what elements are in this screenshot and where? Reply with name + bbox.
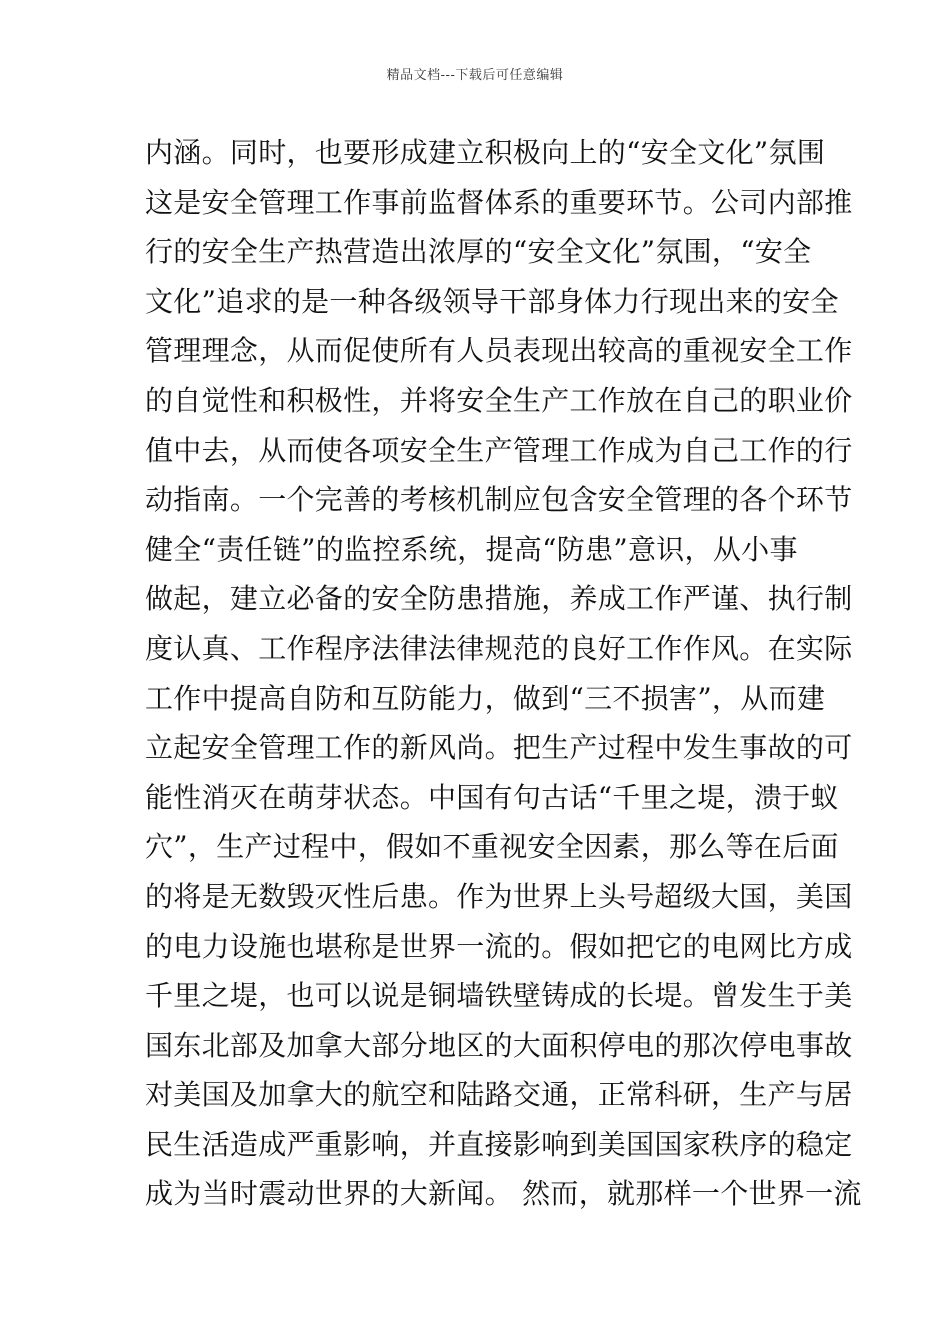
text-line: 文化”追求的是一种各级领导干部身体力行现出来的安全: [145, 284, 839, 318]
text-line: 能性消灭在萌芽状态。中国有句古话“千里之堤，溃于蚁: [145, 780, 839, 814]
text-line: 行的安全生产热营造出浓厚的“安全文化”氛围，“安全: [145, 235, 812, 269]
text-line: 内涵。同时，也要形成建立积极向上的“安全文化”氛围: [145, 136, 826, 169]
text-line: 管理理念，从而促使所有人员表现出较高的重视安全工作: [145, 334, 853, 368]
text-line: 的电力设施也堪称是世界一流的。假如把它的电网比方成: [145, 929, 853, 963]
text-line: 成为当时震动世界的大新闻。 然而，就那样一个世界一流: [145, 1177, 862, 1211]
text-line: 做起，建立必备的安全防患措施，养成工作严谨、执行制: [145, 582, 853, 616]
text-line: 健全“责任链”的监控系统，提高“防患”意识，从小事: [145, 532, 798, 566]
body-text: [145, 128, 862, 1219]
text-line: 穴”，生产过程中，假如不重视安全因素，那么等在后面: [145, 830, 839, 864]
text-line: 动指南。一个完善的考核机制应包含安全管理的各个环节: [145, 483, 853, 517]
text-line: 民生活造成严重影响，并直接影响到美国国家秩序的稳定: [145, 1127, 853, 1161]
text-line: 值中去，从而使各项安全生产管理工作成为自己工作的行: [145, 433, 853, 467]
text-line: 千里之堤，也可以说是铜墙铁壁铸成的长堤。曾发生于美: [145, 979, 853, 1013]
text-line: 度认真、工作程序法律法律规范的良好工作作风。在实际: [145, 631, 853, 665]
text-line: 国东北部及加拿大部分地区的大面积停电的那次停电事故: [145, 1028, 853, 1062]
text-line: 对美国及加拿大的航空和陆路交通，正常科研，生产与居: [145, 1078, 853, 1112]
page-header: 精品文档---下载后可任意编辑: [386, 68, 564, 83]
text-line: 的自觉性和积极性，并将安全生产工作放在自己的职业价: [145, 383, 853, 417]
text-line: 立起安全管理工作的新风尚。把生产过程中发生事故的可: [145, 731, 853, 765]
text-line: 这是安全管理工作事前监督体系的重要环节。公司内部推: [145, 185, 853, 219]
text-line: 的将是无数毁灭性后患。作为世界上头号超级大国，美国: [145, 879, 853, 913]
text-line: 工作中提高自防和互防能力，做到“三不损害”，从而建: [145, 681, 826, 715]
